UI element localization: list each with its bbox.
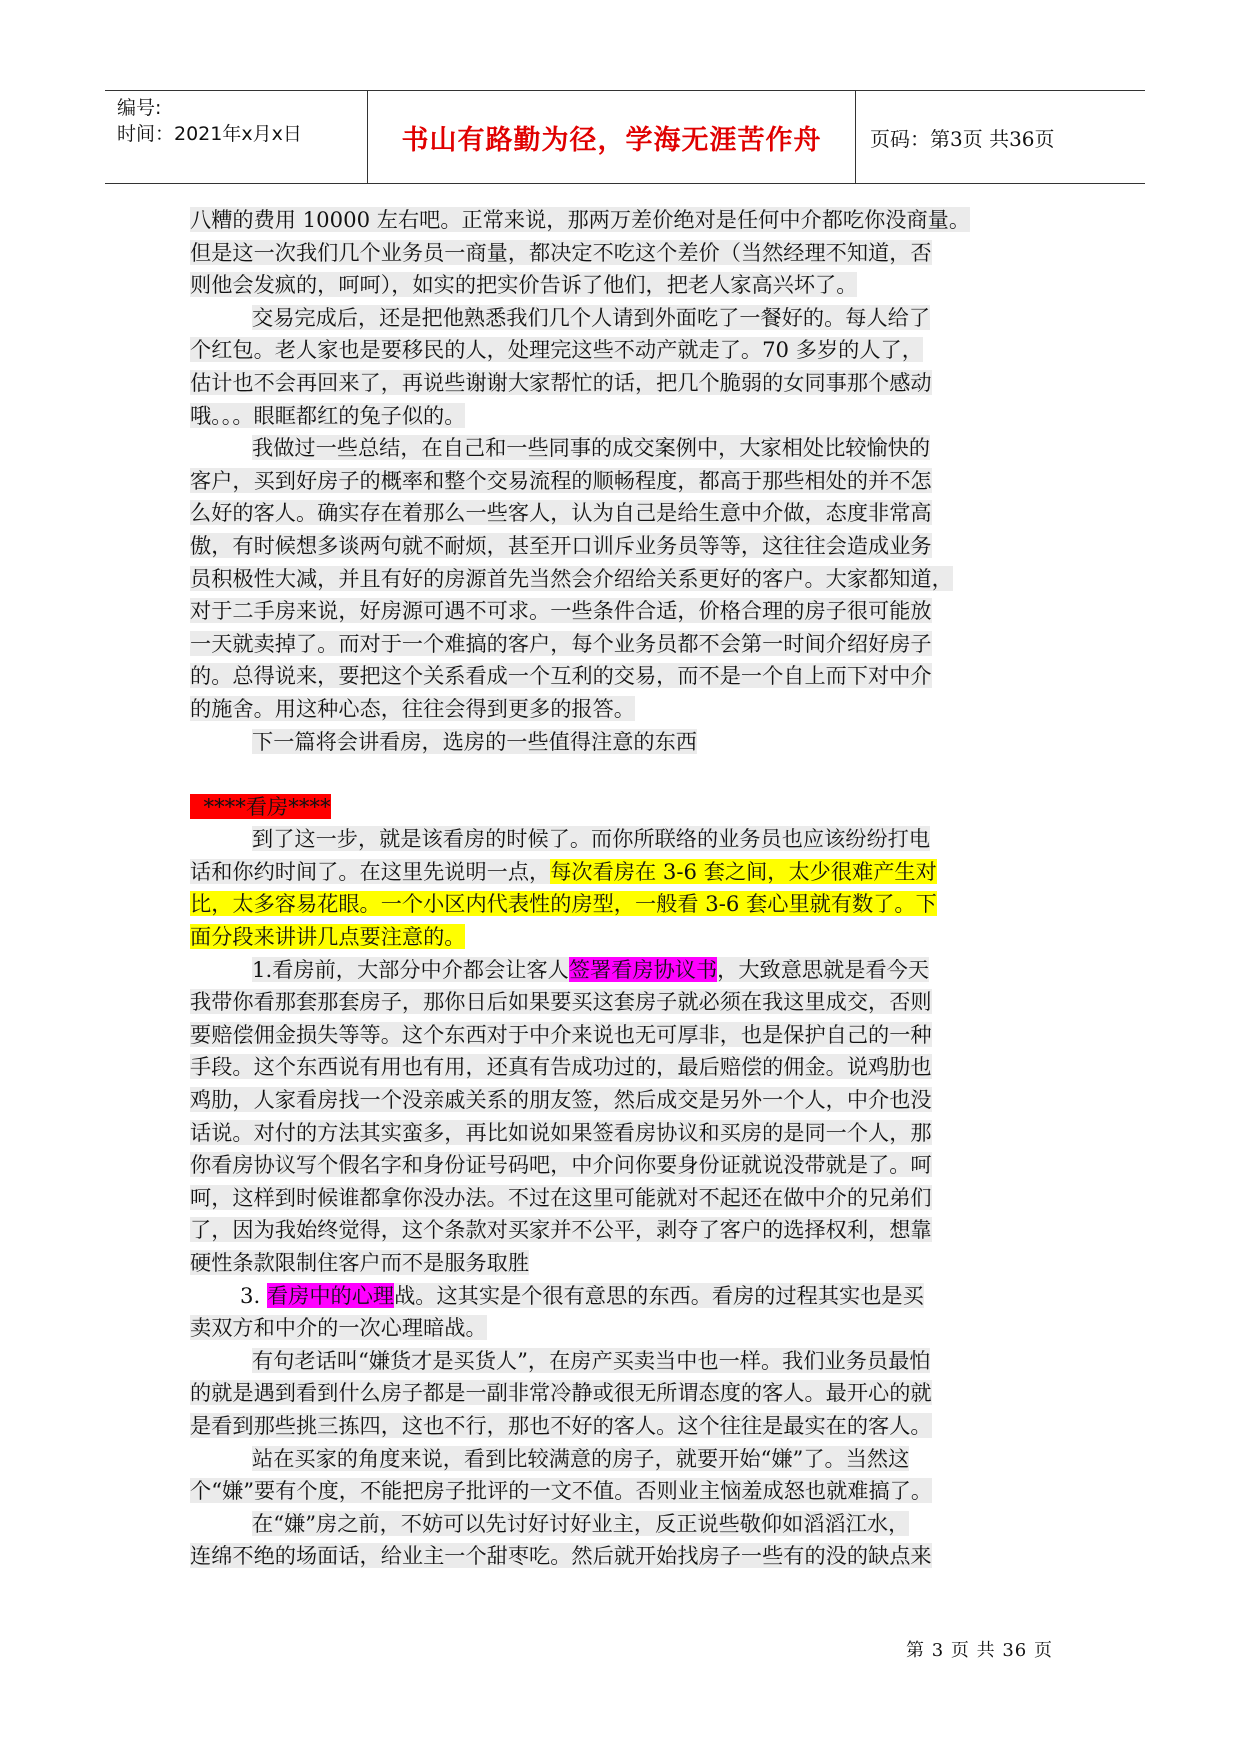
paragraph-cont: 连绵不绝的场面话，给业主一个甜枣吃。然后就开始找房子一些有的没的缺点来 xyxy=(190,1543,932,1569)
paragraph: 八糟的费用 10000 左右吧。正常来说，那两万差价绝对是任何中介都吃你没商量。 但是这一次我们几个业务员一商量，都决定不吃这个差价（当然经理不知道，否 则他会发疯的，呵呵），如实的把实价告诉了他们，把老人家高兴坏了。 xyxy=(190,207,971,298)
header-meta xyxy=(105,91,368,183)
paragraph: 1.看房前，大部分中介都会让客人签署看房协议书，大致意思就是看今天 xyxy=(252,956,930,982)
paragraph: 有句老话叫“嫌货才是买货人”，在房产买卖当中也一样。我们业务员最怕 xyxy=(252,1347,931,1373)
header-page-label: 页码：第3页 共36页 xyxy=(870,126,1055,151)
paragraph: 站在买家的角度来说，看到比较满意的房子，就要开始“嫌”了。当然这 xyxy=(252,1445,910,1471)
doc-time-label: 时间：2021年x月x日 xyxy=(117,123,302,145)
page-footer: 第 3 页 共 36 页 xyxy=(906,1640,1053,1661)
paragraph-cont: 的就是遇到看到什么房子都是一副非常冷静或很无所谓态度的客人。最开心的就 是看到那些挑三拣四，这也不行，那也不好的客人。这个往往是最实在的客人。 xyxy=(190,1380,932,1438)
paragraph-cont: 个“嫌”要有个度，不能把房子批评的一文不值。否则业主恼羞成怒也就难搞了。 xyxy=(190,1478,933,1504)
paragraph: 3. 看房中的心理战。这其实是个很有意思的东西。看房的过程其实也是买 xyxy=(240,1282,924,1308)
paragraph: 交易完成后，还是把他熟悉我们几个人请到外面吃了一餐好的。每人给了 xyxy=(252,304,931,330)
paragraph-cont: 话和你约时间了。在这里先说明一点，每次看房在 3-6 套之间，太少很难产生对 比，太多容易花眼。一个小区内代表性的房型，一般看 3-6 套心里就有数了。下 面分段来讲讲几点要注意的。 xyxy=(190,858,937,950)
paragraph-cont: 客户，买到好房子的概率和整个交易流程的顺畅程度，都高于那些相处的并不怎 么好的客人。确实存在着那么一些客人，认为自己是给生意中介做，态度非常高 傲，有时候想多谈两句就不耐烦，甚至开口训斥业务员等等，这往往会造成业务 员积极性大减，并且有好的房源首先当然会介绍给关系更好的客户。大家都知道， 对于二手房来说，好房源可遇不可求。一些条件合适，价格合理的房子很可能放 一天就卖掉了。而对于一个难搞的客户，每个业务员都不会第一时间介绍好房子 的。总得说来，要把这个关系看成一个互利的交易，而不是一个自上而下对中介 的施舍。用这种心态，往往会得到更多的报答。 xyxy=(190,467,953,721)
paragraph-cont: 卖双方和中介的一次心理暗战。 xyxy=(190,1315,487,1341)
paragraph-cont: 个红包。老人家也是要移民的人，处理完这些不动产就走了。70 多岁的人了， 估计也不会再回来了，再说些谢谢大家帮忙的话，把几个脆弱的女同事那个感动 哦。。。眼眶都红的兔子似的。 xyxy=(190,337,932,428)
header-motto: 书山有路勤为径，学海无涯苦作舟 xyxy=(368,91,856,183)
paragraph-cont: 我带你看那套那套房子，那你日后如果要买这套房子就必须在我这里成交，否则 要赔偿佣金损失等等。这个东西对于中介来说也无可厚非，也是保护自己的一种 手段。这个东西说有用也有用，还真有告成功过的，最后赔偿的佣金。说鸡肋也 鸡肋，人家看房找一个没亲戚关系的朋友签，然后成交是另外一个人，中介也没 话说。对付的方法其实蛮多，再比如说如果签看房协议和买房的是同一个人，那 你看房协议写个假名字和身份证号码吧，中介问你要身份证就说没带就是了。呵 呵，这样到时候谁都拿你没办法。不过在这里可能就对不起还在做中介的兄弟们 了，因为我始终觉得，这个条款对买家并不公平，剥夺了客户的选择权利，想靠 硬性条款限制住客户而不是服务取胜 xyxy=(190,989,932,1275)
section-title: ****看房**** xyxy=(190,793,331,819)
paragraph: 下一篇将会讲看房，选房的一些值得注意的东西 xyxy=(252,728,697,754)
blank-line xyxy=(190,758,1060,791)
paragraph: 我做过一些总结，在自己和一些同事的成交案例中，大家相处比较愉快的 xyxy=(252,435,931,461)
doc-number-label: 编号: xyxy=(117,97,162,119)
document-header xyxy=(105,90,1145,184)
paragraph: 在“嫌”房之前，不妨可以先讨好讨好业主，反正说些敬仰如滔滔江水， xyxy=(252,1510,910,1536)
paragraph: 到了这一步，就是该看房的时候了。而你所联络的业务员也应该纷纷打电 xyxy=(252,826,931,852)
document-body xyxy=(190,204,1060,1573)
